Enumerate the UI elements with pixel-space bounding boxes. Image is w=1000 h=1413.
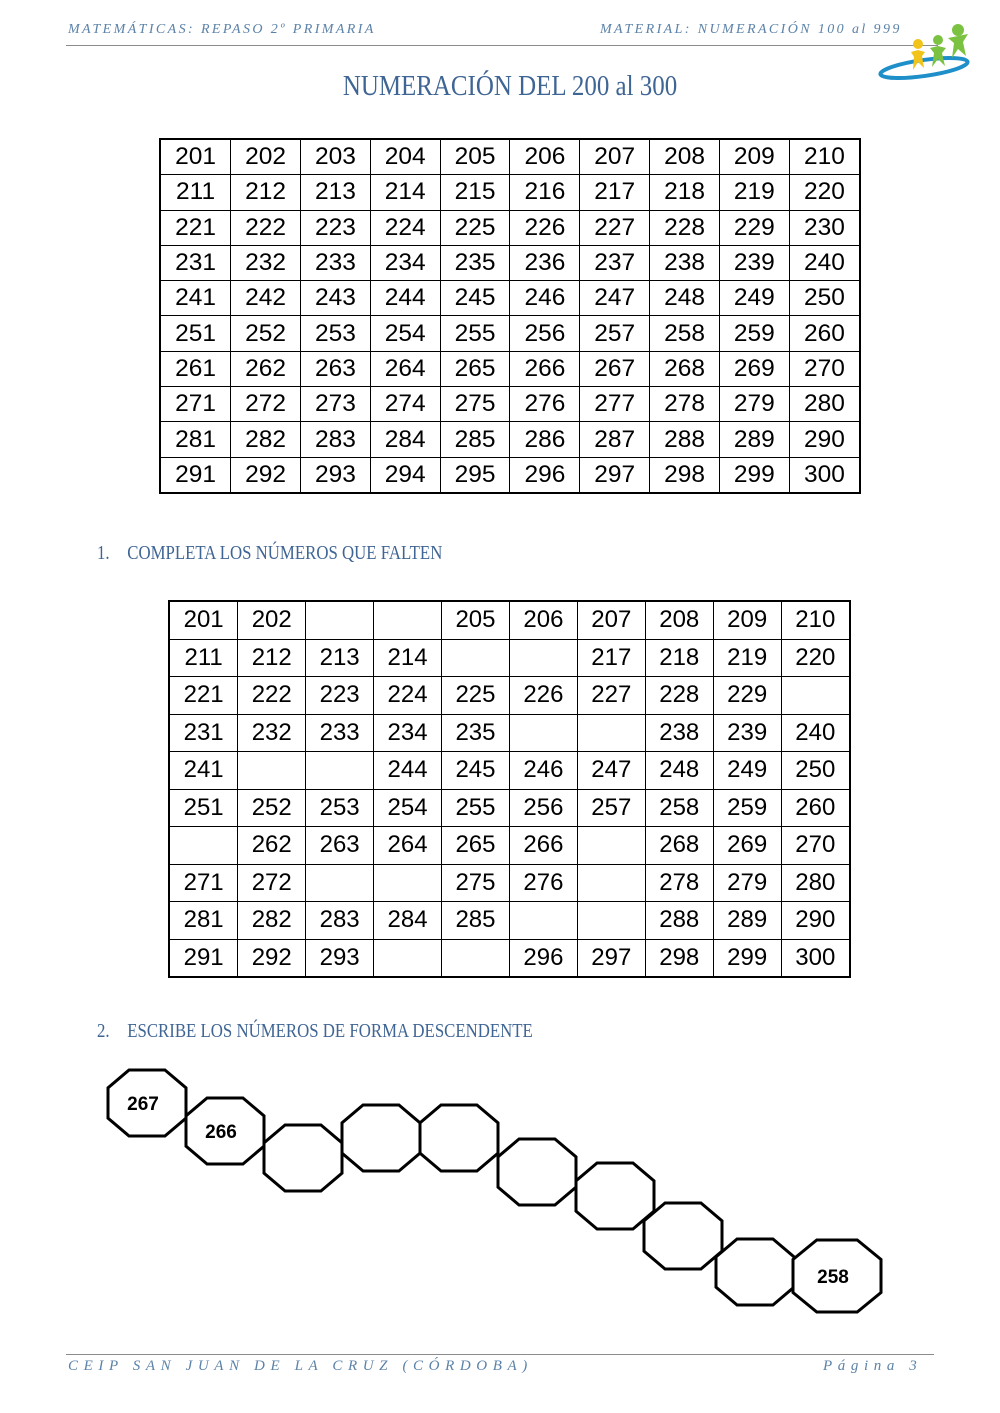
exercise-cell: 212 bbox=[238, 639, 306, 677]
number-cell: 235 bbox=[440, 245, 510, 280]
number-cell: 277 bbox=[580, 387, 650, 422]
exercise-cell: 210 bbox=[781, 601, 850, 639]
exercise-cell: 232 bbox=[238, 714, 306, 752]
exercise-cell: 270 bbox=[781, 827, 850, 865]
exercise-cell: 225 bbox=[442, 677, 510, 715]
octagon-blank[interactable] bbox=[420, 1105, 498, 1171]
exercise-cell: 256 bbox=[509, 789, 577, 827]
number-cell: 246 bbox=[510, 281, 580, 316]
number-cell: 260 bbox=[789, 316, 860, 351]
exercise-cell: 264 bbox=[374, 827, 442, 865]
exercise-cell: 229 bbox=[713, 677, 781, 715]
exercise-cell: 298 bbox=[645, 939, 713, 977]
exercise-cell: 235 bbox=[442, 714, 510, 752]
exercise-cell: 282 bbox=[238, 902, 306, 940]
number-cell: 257 bbox=[580, 316, 650, 351]
exercise-cell: 207 bbox=[577, 601, 645, 639]
number-cell: 254 bbox=[370, 316, 440, 351]
number-cell: 230 bbox=[789, 210, 860, 245]
number-cell: 292 bbox=[231, 457, 301, 493]
number-cell: 268 bbox=[650, 351, 720, 386]
exercise-cell: 275 bbox=[442, 864, 510, 902]
exercise-cell: 258 bbox=[645, 789, 713, 827]
exercise-cell: 223 bbox=[306, 677, 374, 715]
number-cell: 296 bbox=[510, 457, 580, 493]
exercise-cell: 218 bbox=[645, 639, 713, 677]
exercise-cell: 244 bbox=[374, 752, 442, 790]
number-cell: 265 bbox=[440, 351, 510, 386]
number-cell: 218 bbox=[650, 175, 720, 210]
exercise-cell: 228 bbox=[645, 677, 713, 715]
number-cell: 294 bbox=[370, 457, 440, 493]
exercise-cell: 220 bbox=[781, 639, 850, 677]
number-cell: 229 bbox=[719, 210, 789, 245]
exercise-cell: 292 bbox=[238, 939, 306, 977]
number-cell: 276 bbox=[510, 387, 580, 422]
number-cell: 232 bbox=[231, 245, 301, 280]
octagon-label: 258 bbox=[817, 1267, 849, 1288]
number-cell: 228 bbox=[650, 210, 720, 245]
exercise-cell: 214 bbox=[374, 639, 442, 677]
exercise-cell: 247 bbox=[577, 752, 645, 790]
octagon-label: 267 bbox=[127, 1094, 159, 1115]
exercise-cell: 241 bbox=[169, 752, 238, 790]
exercise-cell: 209 bbox=[713, 601, 781, 639]
exercise-cell: 221 bbox=[169, 677, 238, 715]
number-cell: 204 bbox=[370, 139, 440, 175]
number-cell: 256 bbox=[510, 316, 580, 351]
number-cell: 227 bbox=[580, 210, 650, 245]
number-cell: 275 bbox=[440, 387, 510, 422]
exercise-cell: 233 bbox=[306, 714, 374, 752]
number-cell: 217 bbox=[580, 175, 650, 210]
footer-page-number: Página 3 bbox=[823, 1358, 923, 1374]
exercise-cell: 257 bbox=[577, 789, 645, 827]
number-cell: 299 bbox=[719, 457, 789, 493]
exercise-cell: 249 bbox=[713, 752, 781, 790]
number-cell: 274 bbox=[370, 387, 440, 422]
footer-divider bbox=[66, 1354, 934, 1355]
octagon-blank[interactable] bbox=[644, 1203, 722, 1269]
number-cell: 243 bbox=[300, 281, 370, 316]
number-cell: 222 bbox=[231, 210, 301, 245]
number-cell: 225 bbox=[440, 210, 510, 245]
number-cell: 238 bbox=[650, 245, 720, 280]
exercise-cell: 266 bbox=[509, 827, 577, 865]
exercise-cell: 224 bbox=[374, 677, 442, 715]
exercise-cell: 213 bbox=[306, 639, 374, 677]
number-cell: 202 bbox=[231, 139, 301, 175]
number-cell: 234 bbox=[370, 245, 440, 280]
number-cell: 242 bbox=[231, 281, 301, 316]
section-2-number: 2. bbox=[97, 1020, 110, 1042]
exercise-cell: 288 bbox=[645, 902, 713, 940]
exercise-cell: 208 bbox=[645, 601, 713, 639]
exercise-cell: 259 bbox=[713, 789, 781, 827]
exercise-cell: 293 bbox=[306, 939, 374, 977]
number-cell: 207 bbox=[580, 139, 650, 175]
number-cell: 279 bbox=[719, 387, 789, 422]
exercise-cell: 226 bbox=[509, 677, 577, 715]
number-cell: 213 bbox=[300, 175, 370, 210]
octagon-blank[interactable] bbox=[576, 1163, 654, 1229]
number-cell: 282 bbox=[231, 422, 301, 457]
exercise-cell: 245 bbox=[442, 752, 510, 790]
exercise-cell: 276 bbox=[509, 864, 577, 902]
exercise-cell: 222 bbox=[238, 677, 306, 715]
number-cell: 284 bbox=[370, 422, 440, 457]
number-cell: 209 bbox=[719, 139, 789, 175]
exercise-cell: 234 bbox=[374, 714, 442, 752]
exercise-cell: 300 bbox=[781, 939, 850, 977]
number-cell: 285 bbox=[440, 422, 510, 457]
exercise-cell: 262 bbox=[238, 827, 306, 865]
exercise-cell: 238 bbox=[645, 714, 713, 752]
exercise-cell: 251 bbox=[169, 789, 238, 827]
octagon-blank[interactable] bbox=[264, 1125, 342, 1191]
number-cell: 231 bbox=[160, 245, 231, 280]
octagon-label: 266 bbox=[205, 1122, 237, 1143]
number-cell: 291 bbox=[160, 457, 231, 493]
exercise-cell: 285 bbox=[442, 902, 510, 940]
number-cell: 248 bbox=[650, 281, 720, 316]
section-2-text: ESCRIBE LOS NÚMEROS DE FORMA DESCENDENTE bbox=[127, 1020, 533, 1042]
exercise-cell: 290 bbox=[781, 902, 850, 940]
exercise-cell: 201 bbox=[169, 601, 238, 639]
number-cell: 281 bbox=[160, 422, 231, 457]
number-cell: 247 bbox=[580, 281, 650, 316]
exercise-cell: 291 bbox=[169, 939, 238, 977]
exercise-cell: 271 bbox=[169, 864, 238, 902]
footer-school: CEIP SAN JUAN DE LA CRUZ (CÓRDOBA) bbox=[68, 1358, 533, 1374]
number-cell: 290 bbox=[789, 422, 860, 457]
exercise-cell: 253 bbox=[306, 789, 374, 827]
exercise-cell: 296 bbox=[509, 939, 577, 977]
number-cell: 214 bbox=[370, 175, 440, 210]
number-cell: 216 bbox=[510, 175, 580, 210]
exercise-cell: 254 bbox=[374, 789, 442, 827]
number-cell: 293 bbox=[300, 457, 370, 493]
exercise-cell: 279 bbox=[713, 864, 781, 902]
exercise-cell: 246 bbox=[509, 752, 577, 790]
number-cell: 203 bbox=[300, 139, 370, 175]
exercise-cell: 202 bbox=[238, 601, 306, 639]
exercise-cell: 205 bbox=[442, 601, 510, 639]
octagon-blank[interactable] bbox=[716, 1239, 794, 1305]
number-cell: 255 bbox=[440, 316, 510, 351]
exercise-cell: 268 bbox=[645, 827, 713, 865]
number-cell: 297 bbox=[580, 457, 650, 493]
exercise-cell: 278 bbox=[645, 864, 713, 902]
number-cell: 252 bbox=[231, 316, 301, 351]
number-cell: 300 bbox=[789, 457, 860, 493]
number-cell: 224 bbox=[370, 210, 440, 245]
number-cell: 289 bbox=[719, 422, 789, 457]
exercise-cell: 211 bbox=[169, 639, 238, 677]
exercise-cell: 240 bbox=[781, 714, 850, 752]
exercise-cell: 250 bbox=[781, 752, 850, 790]
exercise-cell: 252 bbox=[238, 789, 306, 827]
exercise-cell: 206 bbox=[509, 601, 577, 639]
number-cell: 250 bbox=[789, 281, 860, 316]
exercise-cell: 297 bbox=[577, 939, 645, 977]
number-cell: 221 bbox=[160, 210, 231, 245]
number-cell: 226 bbox=[510, 210, 580, 245]
exercise-cell: 283 bbox=[306, 902, 374, 940]
number-cell: 249 bbox=[719, 281, 789, 316]
exercise-cell: 263 bbox=[306, 827, 374, 865]
number-cell: 267 bbox=[580, 351, 650, 386]
number-cell: 233 bbox=[300, 245, 370, 280]
number-cell: 206 bbox=[510, 139, 580, 175]
number-cell: 263 bbox=[300, 351, 370, 386]
number-cell: 201 bbox=[160, 139, 231, 175]
number-cell: 287 bbox=[580, 422, 650, 457]
number-cell: 272 bbox=[231, 387, 301, 422]
number-cell: 205 bbox=[440, 139, 510, 175]
number-cell: 269 bbox=[719, 351, 789, 386]
number-cell: 215 bbox=[440, 175, 510, 210]
exercise-cell: 219 bbox=[713, 639, 781, 677]
number-cell: 264 bbox=[370, 351, 440, 386]
number-cell: 208 bbox=[650, 139, 720, 175]
number-cell: 211 bbox=[160, 175, 231, 210]
number-cell: 241 bbox=[160, 281, 231, 316]
number-cell: 219 bbox=[719, 175, 789, 210]
number-cell: 261 bbox=[160, 351, 231, 386]
exercise-cell: 217 bbox=[577, 639, 645, 677]
exercise-cell: 272 bbox=[238, 864, 306, 902]
exercise-cell: 260 bbox=[781, 789, 850, 827]
octagon-blank[interactable] bbox=[498, 1139, 576, 1205]
number-cell: 251 bbox=[160, 316, 231, 351]
number-cell: 236 bbox=[510, 245, 580, 280]
header-left: MATEMÁTICAS: REPASO 2º PRIMARIA bbox=[68, 22, 376, 37]
number-cell: 223 bbox=[300, 210, 370, 245]
section-1-number: 1. bbox=[97, 542, 110, 564]
number-cell: 273 bbox=[300, 387, 370, 422]
number-cell: 240 bbox=[789, 245, 860, 280]
exercise-cell: 281 bbox=[169, 902, 238, 940]
exercise-cell: 227 bbox=[577, 677, 645, 715]
exercise-cell: 284 bbox=[374, 902, 442, 940]
number-cell: 244 bbox=[370, 281, 440, 316]
exercise-cell: 299 bbox=[713, 939, 781, 977]
header-right: MATERIAL: NUMERACIÓN 100 al 999 bbox=[600, 22, 902, 37]
page-title: NUMERACIÓN DEL 200 al 300 bbox=[342, 70, 678, 102]
number-cell: 288 bbox=[650, 422, 720, 457]
number-cell: 239 bbox=[719, 245, 789, 280]
number-cell: 266 bbox=[510, 351, 580, 386]
exercise-cell: 265 bbox=[442, 827, 510, 865]
exercise-cell: 231 bbox=[169, 714, 238, 752]
number-cell: 262 bbox=[231, 351, 301, 386]
number-cell: 280 bbox=[789, 387, 860, 422]
number-cell: 270 bbox=[789, 351, 860, 386]
octagon-blank[interactable] bbox=[342, 1105, 420, 1171]
exercise-cell: 239 bbox=[713, 714, 781, 752]
exercise-cell: 289 bbox=[713, 902, 781, 940]
number-cell: 253 bbox=[300, 316, 370, 351]
number-cell: 295 bbox=[440, 457, 510, 493]
number-cell: 245 bbox=[440, 281, 510, 316]
exercise-cell: 269 bbox=[713, 827, 781, 865]
number-cell: 258 bbox=[650, 316, 720, 351]
number-cell: 259 bbox=[719, 316, 789, 351]
number-cell: 220 bbox=[789, 175, 860, 210]
number-cell: 271 bbox=[160, 387, 231, 422]
exercise-cell: 248 bbox=[645, 752, 713, 790]
number-cell: 212 bbox=[231, 175, 301, 210]
number-cell: 237 bbox=[580, 245, 650, 280]
number-cell: 283 bbox=[300, 422, 370, 457]
number-cell: 210 bbox=[789, 139, 860, 175]
exercise-cell: 280 bbox=[781, 864, 850, 902]
number-cell: 286 bbox=[510, 422, 580, 457]
number-cell: 278 bbox=[650, 387, 720, 422]
exercise-cell: 255 bbox=[442, 789, 510, 827]
number-cell: 298 bbox=[650, 457, 720, 493]
section-1-text: COMPLETA LOS NÚMEROS QUE FALTEN bbox=[127, 542, 443, 564]
